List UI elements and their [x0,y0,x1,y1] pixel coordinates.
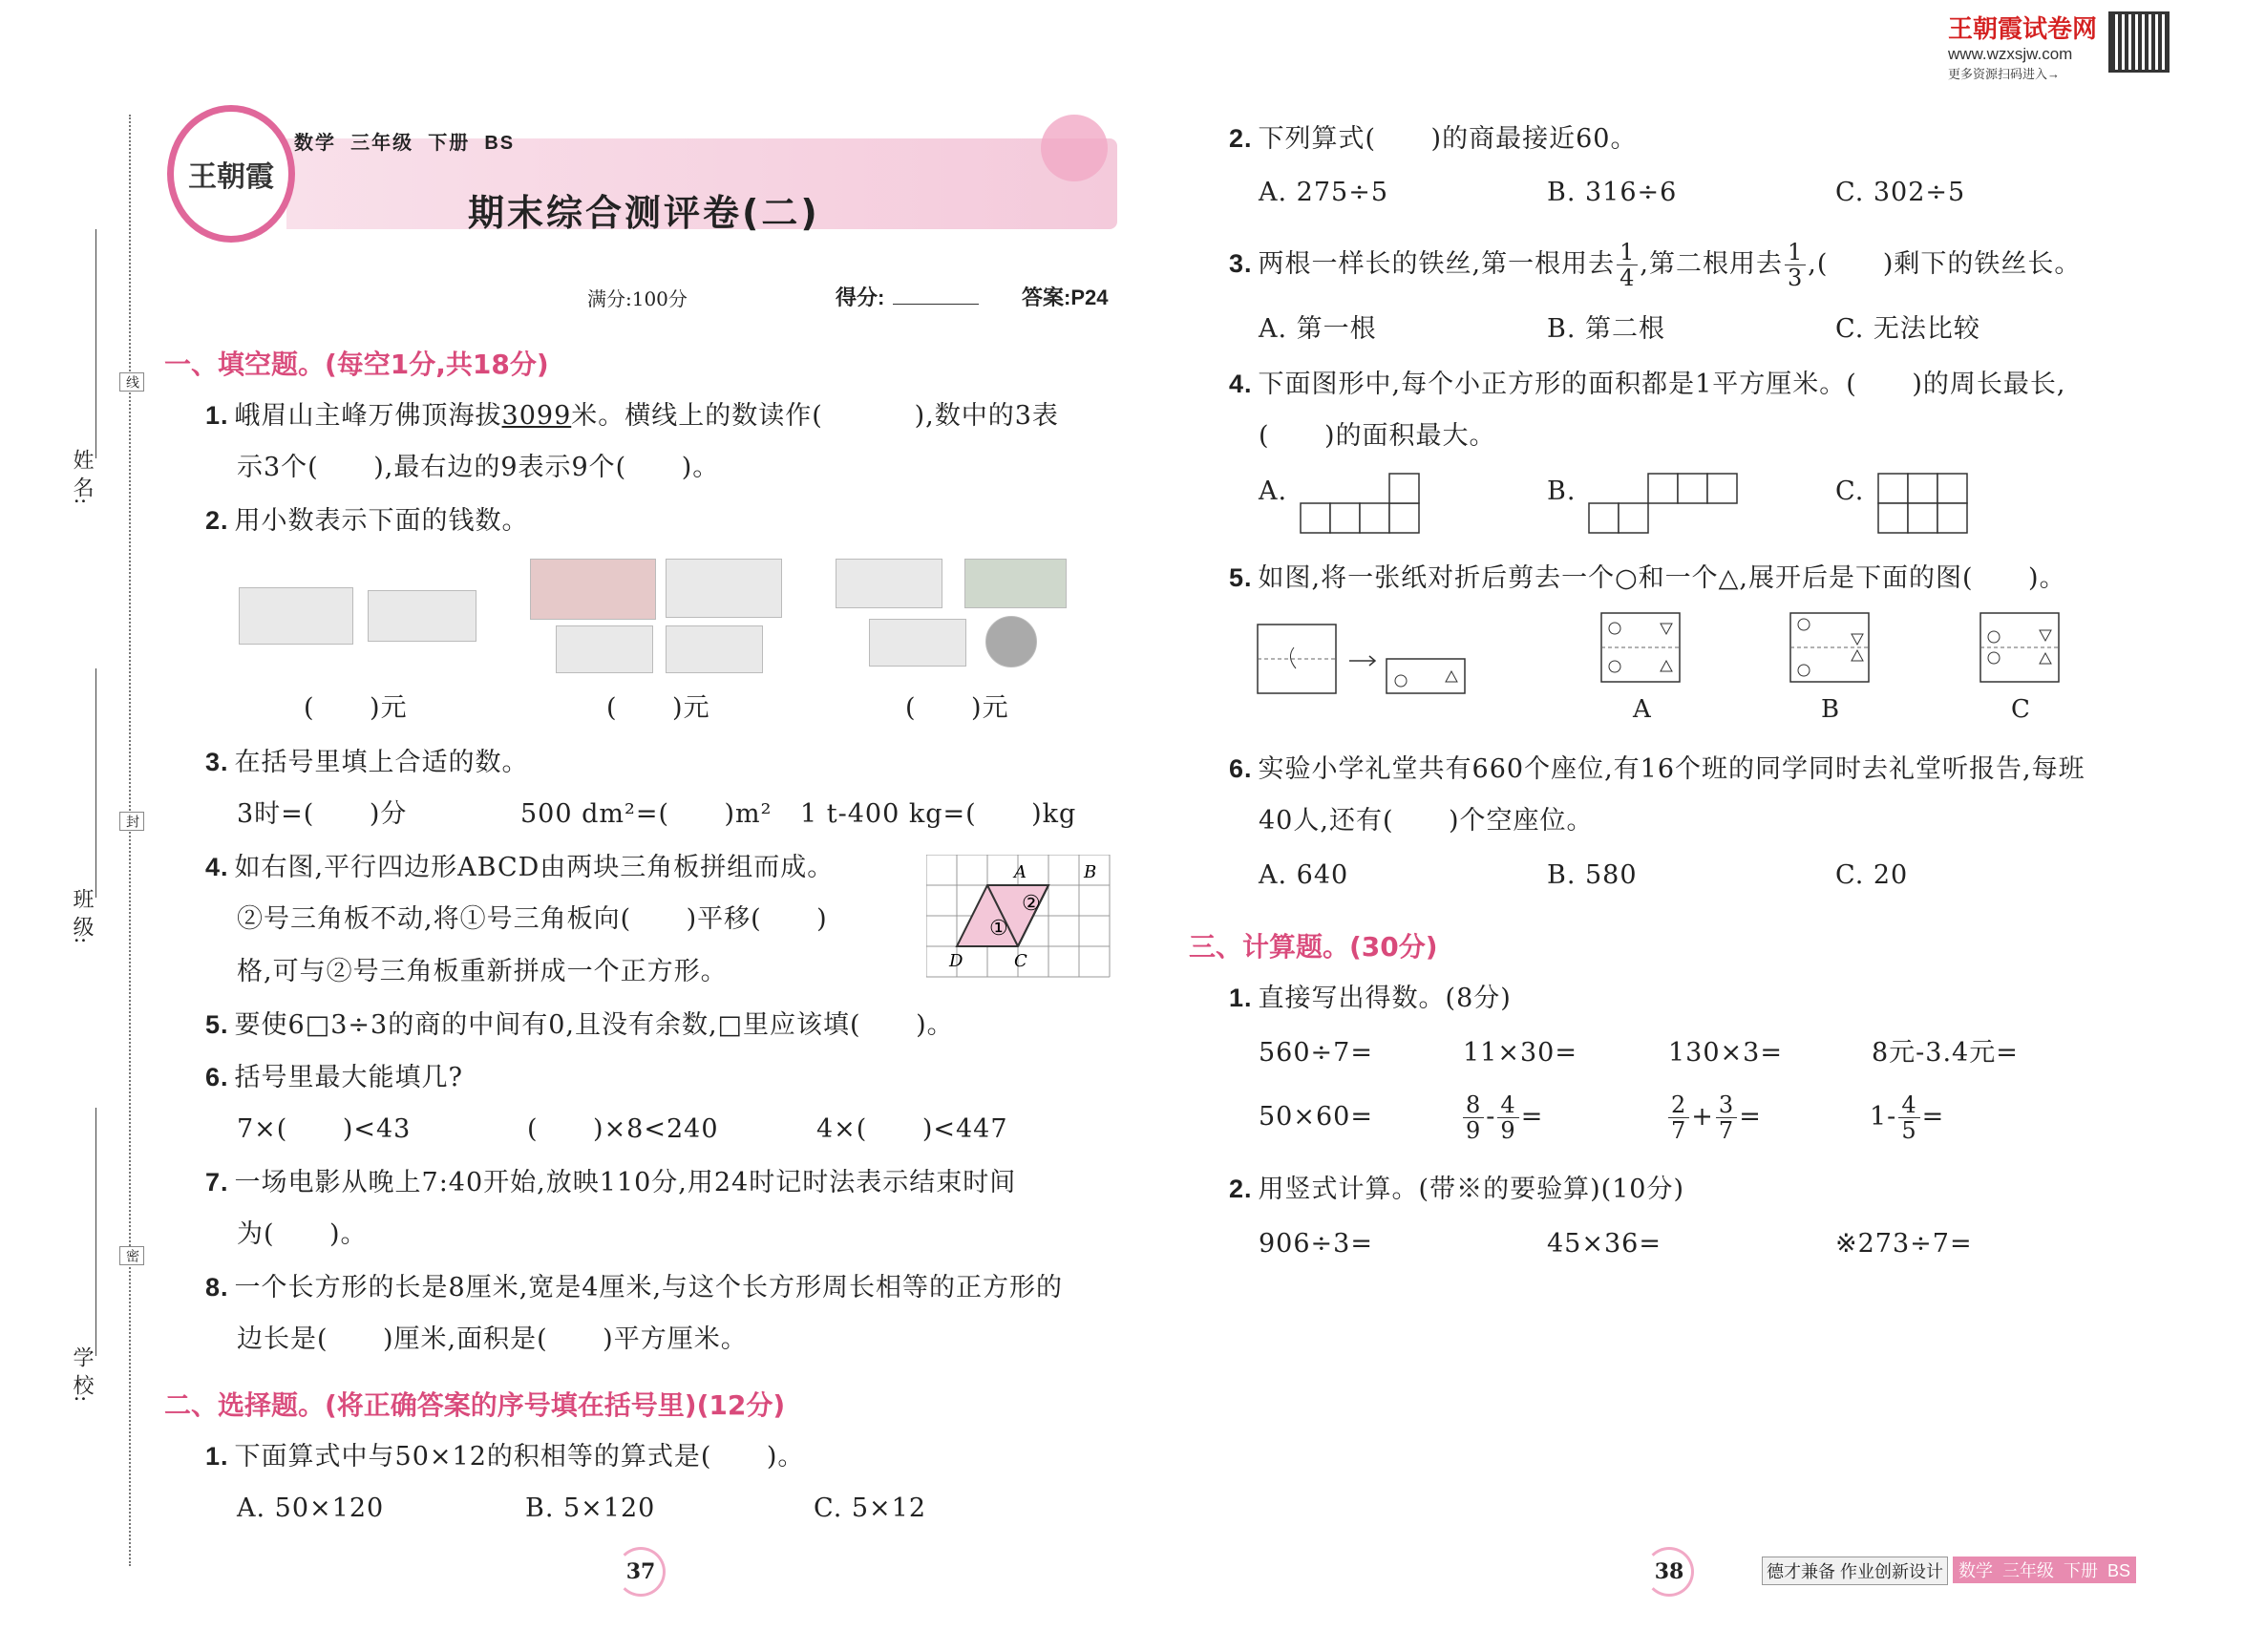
banknote-image [964,559,1067,608]
choice-q6-line2: 40人,还有( )个空座位。 [1259,806,1594,836]
section-calc-title: 三、计算题。(30分) [1189,931,1438,963]
choice-opt: A. [1259,477,1288,506]
q6-item: 4×( )<447 [816,1114,1008,1144]
shape-b-figure [1587,473,1745,536]
qnum: 2. [1229,124,1253,153]
banknote-image [666,625,763,673]
score-label: 得分: [836,286,885,309]
calc-item: 11×30= [1463,1038,1577,1068]
choice-opt: C. 无法比较 [1835,314,1980,344]
calc-item: 45×36= [1547,1229,1662,1259]
fraction: $\frac{4}{9}$ [1497,1092,1518,1143]
calc-item: 130×3= [1668,1038,1783,1068]
qnum: 3. [1229,249,1253,278]
c3-text: 两根一样长的铁丝,第一根用去 [1258,249,1616,279]
op: = [1921,1102,1945,1132]
fraction: $\frac{8}{9}$ [1463,1092,1484,1143]
c3-text: ,第二根用去 [1640,249,1783,279]
fig-label-b: B [1084,862,1097,882]
banknote-image [556,625,653,673]
section-fill-title: 一、填空题。(每空1分,共18分) [164,349,549,380]
q3-item: 500 dm²=( )m² [520,799,773,829]
site-note: 更多资源扫码进入→ [1948,67,2061,81]
choice-opt: A. 275÷5 [1259,178,1388,207]
fig-label-2: ② [1022,892,1041,916]
op: - [1486,1102,1496,1132]
qnum: 6. [1229,754,1253,783]
fraction: $\frac{1}{3}$ [1785,240,1806,290]
fig-label-d: D [949,951,963,971]
choice-opt: C. [1835,477,1865,506]
option-b-figure [1789,611,1874,688]
footer-brand: 德才兼备 作业创新设计 [1762,1557,1948,1585]
section-choice-title: 二、选择题。(将正确答案的序号填在括号里)(12分) [164,1389,786,1421]
money-answer: ( )元 [905,693,1009,723]
cut-mark: 密 [119,1246,144,1265]
qnum: 5. [1229,563,1253,592]
page-number-text: 38 [1654,1559,1684,1584]
site-url[interactable]: www.wzxsjw.com [1948,45,2073,63]
choice-opt: C. 302÷5 [1835,178,1966,207]
coin-image [985,616,1037,667]
figure-label: A [1633,695,1651,724]
qnum: 3. [205,748,229,776]
school-line [95,1108,96,1356]
choice-q4-line2: ( )的面积最大。 [1259,421,1496,451]
qnum: 4. [1229,370,1253,398]
calc-item: 50×60= [1259,1102,1373,1132]
choice-opt: C. 5×12 [814,1493,927,1523]
fill-q2 [205,501,529,540]
c4-text: 下面图形中,每个小正方形的面积都是1平方厘米。( )的周长最长, [1258,370,2066,399]
calc-q1 [1229,979,1512,1018]
fill-q3 [205,743,529,782]
sun-decoration-icon [1041,115,1108,181]
choice-q6-line1 [1229,750,2085,789]
banknote-image [869,619,966,667]
fraction: $\frac{1}{4}$ [1617,240,1638,290]
qnum: 6. [205,1063,229,1091]
banknote-image [368,590,476,642]
choice-opt: C. 20 [1835,860,1909,890]
fill-q1-line1 [205,396,1059,435]
choice-opt: B. [1547,477,1577,506]
money-answer: ( )元 [606,693,710,723]
q2-text: 用小数表示下面的钱数。 [234,506,529,536]
fig-label-1: ① [989,917,1008,941]
calc-fraction-item [1870,1084,1944,1151]
class-label: 班 级: [70,888,94,944]
banknote-image [666,559,782,618]
qnum: 1. [205,1442,229,1471]
fill-q8-line2: 边长是( )厘米,面积是( )平方厘米。 [237,1324,748,1354]
header-meta: 数学 三年级 下册 BS [294,133,516,154]
choice-opt: A. 640 [1259,860,1349,890]
qnum: 1. [1229,984,1253,1012]
fill-q1-line2: 示3个( ),最右边的9表示9个( )。 [237,453,720,482]
q6-text: 括号里最大能填几? [234,1063,464,1092]
k1-text: 直接写出得数。(8分) [1258,984,1512,1013]
calc-item: 8元-3.4元= [1872,1038,2019,1068]
shape-a-figure [1299,473,1423,536]
qr-code-icon [2108,11,2170,73]
q1-text-rest: 米。横线上的数读作( ),数中的3表 [571,401,1059,431]
fill-q4-line1 [205,848,834,887]
qnum: 2. [205,506,229,535]
choice-q4-line1 [1229,365,2065,404]
fraction: $\frac{4}{5}$ [1898,1092,1919,1143]
figure-label: C [2011,695,2030,724]
binding-line [129,115,131,1566]
calc-item: 906÷3= [1259,1229,1373,1259]
c3-text: ,( )剩下的铁丝长。 [1808,249,2082,279]
q6-item: ( )×8<240 [527,1114,719,1144]
q6-item: 7×( )<43 [237,1114,412,1144]
calc-fraction-item [1666,1084,1762,1151]
choice-opt: B. 5×120 [525,1493,656,1523]
qnum: 8. [205,1273,229,1302]
q3-item: 3时=( )分 [237,799,408,829]
calc-q2 [1229,1170,1684,1209]
choice-opt: B. 第二根 [1547,314,1666,344]
c6-text: 实验小学礼堂共有660个座位,有16个班的同学同时去礼堂听报告,每班 [1258,754,2085,784]
site-title: 王朝霞试卷网 [1948,14,2098,43]
calc-fraction-item [1461,1084,1543,1151]
choice-opt: A. 第一根 [1259,314,1377,344]
qnum: 7. [205,1168,229,1197]
fill-q7-line1 [205,1163,1016,1202]
figure-label: B [1821,695,1840,724]
logo-badge [167,105,295,243]
q4-text: 如右图,平行四边形ABCD由两块三角板拼组而成。 [234,853,835,882]
choice-opt: B. 580 [1547,860,1638,890]
qnum: 5. [205,1010,229,1039]
choice-q2 [1229,119,1637,159]
q3-text: 在括号里填上合适的数。 [234,748,529,777]
name-line [95,229,96,458]
choice-opt: A. 50×120 [237,1493,385,1523]
page-title: 期末综合测评卷(二) [468,192,820,234]
fraction: $\frac{3}{7}$ [1716,1092,1737,1143]
shape-c-figure [1876,473,1972,536]
school-label: 学 校: [70,1346,94,1403]
op: + [1691,1102,1714,1132]
cut-mark: 封 [119,812,144,831]
k2-text: 用竖式计算。(带※的要验算)(10分) [1258,1175,1685,1204]
fig-label-a: A [1014,862,1027,882]
qnum: 1. [205,401,229,430]
answer-ref: 答案:P24 [1022,286,1109,309]
banknote-image [239,587,353,645]
c5-text: 如图,将一张纸对折后剪去一个○和一个△,展开后是下面的图( )。 [1258,563,2066,593]
page-number [616,1547,666,1597]
fraction: $\frac{2}{7}$ [1668,1092,1689,1143]
banknote-image [530,559,656,620]
op: = [1739,1102,1762,1132]
name-label: 姓 名: [70,449,94,505]
choice-q3 [1229,239,2081,290]
fill-q7-line2: 为( )。 [237,1219,368,1249]
fold-cut-figure [1256,611,1475,702]
banknote-image [836,559,942,608]
score-field[interactable] [893,304,979,305]
q5-text: 要使6□3÷3的商的中间有0,且没有余数,□里应该填( )。 [234,1010,954,1040]
q8-text: 一个长方形的长是8厘米,宽是4厘米,与这个长方形周长相等的正方形的 [234,1273,1064,1303]
fill-q4-line3: 格,可与②号三角板重新拼成一个正方形。 [237,957,728,986]
logo-text: 王朝霞 [188,160,274,194]
fill-q8-line1 [205,1268,1063,1307]
op: 1- [1870,1102,1897,1132]
q1-text: 峨眉山主峰万佛顶海拔 [234,401,502,431]
fig-label-c: C [1014,951,1027,971]
class-line [95,668,96,898]
parallelogram-grid-figure [926,855,1112,979]
fill-q5 [205,1006,954,1045]
fill-q4-line2: ②号三角板不动,将①号三角板向( )平移( ) [237,904,828,934]
fill-q6 [205,1058,463,1097]
c2-text: 下列算式( )的商最接近60。 [1258,124,1638,154]
option-c-figure [1979,611,2064,688]
c1-text: 下面算式中与50×12的积相等的算式是( )。 [234,1442,805,1472]
full-score: 满分:100分 [587,287,688,310]
page-number [1644,1547,1694,1597]
page-number-text: 37 [625,1559,656,1584]
choice-opt: B. 316÷6 [1547,178,1678,207]
calc-item: ※273÷7= [1835,1229,1973,1259]
op: = [1520,1102,1544,1132]
calc-item: 560÷7= [1259,1038,1373,1068]
q1-underlined-number: 3099 [501,401,572,431]
footer-meta: 数学 三年级 下册 BS [1953,1557,2136,1583]
choice-q5 [1229,559,2066,598]
choice-q1 [205,1437,804,1476]
q7-text: 一场电影从晚上7:40开始,放映110分,用24时记时法表示结束时间 [234,1168,1017,1197]
cut-mark: 线 [119,372,144,392]
money-answer: ( )元 [304,693,408,723]
q3-item: 1 t-400 kg=( )kg [800,799,1077,829]
qnum: 2. [1229,1175,1253,1203]
option-a-figure [1599,611,1685,688]
qnum: 4. [205,853,229,881]
